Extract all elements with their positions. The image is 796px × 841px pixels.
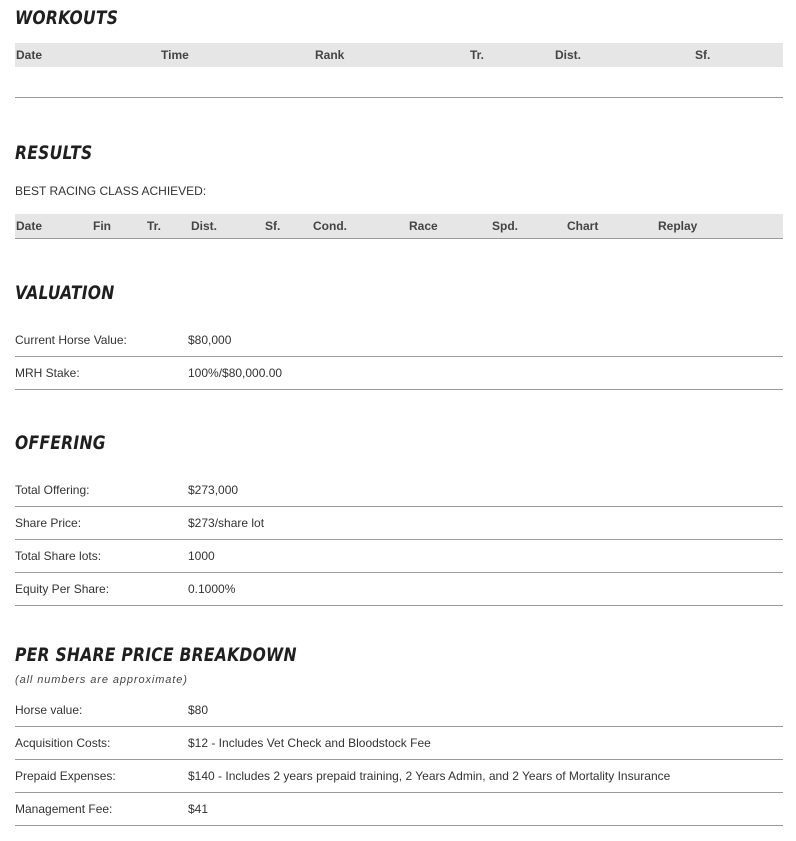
offering-label: Equity Per Share: (15, 582, 110, 596)
workouts-col-dist: Dist. (555, 48, 582, 62)
results-title: RESULTS (15, 142, 93, 164)
breakdown-row (15, 693, 783, 727)
valuation-label: Current Horse Value: (15, 333, 127, 347)
breakdown-value: $80 (188, 703, 209, 717)
offering-value: $273,000 (188, 483, 239, 497)
results-col-tr: Tr. (147, 219, 162, 233)
workouts-table-header (15, 43, 783, 67)
valuation-row (15, 356, 783, 390)
offering-row (15, 572, 783, 606)
workouts-col-rank: Rank (315, 48, 345, 62)
results-col-spd: Spd. (492, 219, 518, 233)
offering-label: Total Share lots: (15, 549, 102, 563)
best-class-label: BEST RACING CLASS ACHIEVED: (15, 184, 207, 198)
breakdown-value: $41 (188, 802, 209, 816)
workouts-col-time: Time (161, 48, 189, 62)
offering-value: 1000 (188, 549, 215, 563)
breakdown-label: Prepaid Expenses: (15, 769, 116, 783)
valuation-label: MRH Stake: (15, 366, 80, 380)
breakdown-value: $140 - Includes 2 years prepaid training, 2 Years Admin, and 2 Years of Mortality Insurance (188, 769, 671, 783)
results-table-bottom-rule (15, 238, 783, 239)
offering-label: Share Price: (15, 516, 82, 530)
offering-title: OFFERING (15, 432, 106, 454)
breakdown-note: (all numbers are approximate) (15, 674, 188, 686)
valuation-value: 100%/$80,000.00 (188, 366, 283, 380)
results-col-replay: Replay (658, 219, 698, 233)
workouts-col-tr: Tr. (470, 48, 485, 62)
breakdown-row (15, 726, 783, 760)
breakdown-label: Management Fee: (15, 802, 113, 816)
workouts-table-bottom-rule (15, 97, 783, 98)
offering-value: 0.1000% (188, 582, 236, 596)
valuation-title: VALUATION (15, 282, 115, 304)
breakdown-row (15, 792, 783, 826)
offering-row (15, 506, 783, 540)
breakdown-label: Horse value: (15, 703, 83, 717)
offering-label: Total Offering: (15, 483, 90, 497)
offering-row (15, 539, 783, 573)
breakdown-title: PER SHARE PRICE BREAKDOWN (15, 644, 297, 666)
results-col-date: Date (16, 219, 43, 233)
offering-value: $273/share lot (188, 516, 265, 530)
results-col-sf: Sf. (265, 219, 281, 233)
workouts-title: WORKOUTS (15, 7, 119, 29)
results-col-dist: Dist. (191, 219, 218, 233)
results-col-chart: Chart (567, 219, 599, 233)
results-col-race: Race (409, 219, 438, 233)
breakdown-value: $12 - Includes Vet Check and Bloodstock Fee (188, 736, 431, 750)
workouts-col-sf: Sf. (695, 48, 711, 62)
workouts-col-date: Date (16, 48, 43, 62)
breakdown-row (15, 759, 783, 793)
offering-row (15, 473, 783, 507)
breakdown-label: Acquisition Costs: (15, 736, 111, 750)
results-col-fin: Fin (93, 219, 111, 233)
valuation-value: $80,000 (188, 333, 232, 347)
results-col-cond: Cond. (313, 219, 347, 233)
valuation-row (15, 323, 783, 357)
results-table-header (15, 214, 783, 238)
